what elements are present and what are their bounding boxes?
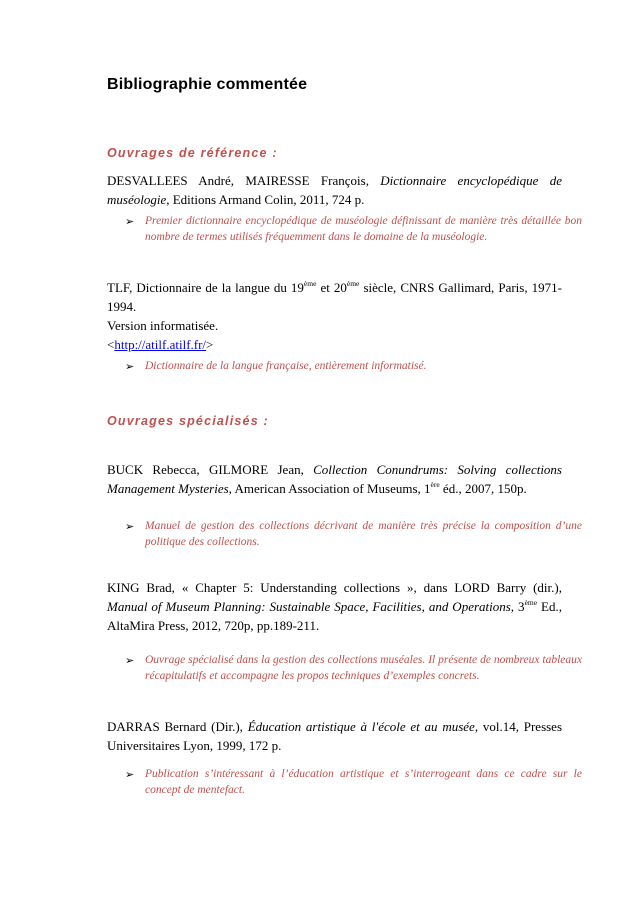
section-heading-specialized: Ouvrages spécialisés : — [107, 414, 269, 428]
section-heading-reference: Ouvrages de référence : — [107, 146, 278, 160]
entry-version: Version informatisée. — [107, 318, 219, 333]
entry-details: éd., 2007, 150p. — [439, 481, 527, 496]
comment-text: Ouvrage spécialisé dans la gestion des collections muséales. Il présente de nombreux tableaux récapitulatifs et accompagne les propos techniques d’exemples concrets. — [145, 654, 582, 682]
entry-details: , Editions Armand Colin, 2011, 724 p. — [166, 192, 365, 207]
entry-authors: KING Brad, « Chapter 5: Understanding collections », dans LORD Barry (dir.), — [107, 580, 562, 595]
bibliography-entry — [107, 717, 562, 755]
entry-details: , American Association of Museums, 1 — [228, 481, 431, 496]
entry-details: , vol.14, Presses Universitaires Lyon, 1999, 172 p. — [107, 719, 563, 753]
comment-text: Dictionnaire de la langue française, entièrement informatisé. — [145, 360, 427, 372]
arrow-bullet-icon: ➢ — [125, 360, 135, 373]
comment-text: Manuel de gestion des collections décrivant de manière très précise la composition d’une politique des collections. — [145, 520, 582, 548]
entry-text: siècle, CNRS Gallimard, Paris, 1971-1994. — [107, 280, 562, 314]
page-title: Bibliographie commentée — [107, 76, 308, 93]
entry-title: Manual of Museum Planning: Sustainable Space, Facilities, and Operations, — [107, 599, 515, 614]
entry-authors: DESVALLEES André, MAIRESSE François, — [107, 173, 369, 188]
entry-authors: DARRAS Bernard (Dir.), — [107, 719, 243, 734]
entry-text: et 20 — [316, 280, 347, 295]
arrow-bullet-icon: ➢ — [125, 768, 135, 781]
entry-comment — [125, 766, 582, 798]
link-bracket-open: < — [107, 337, 115, 352]
superscript: ème — [303, 279, 317, 288]
atilf-link[interactable]: http://atilf.atilf.fr/ — [114, 337, 207, 352]
entry-title: Collection Conundrums: Solving collections Management Mysteries — [107, 462, 562, 496]
entry-comment — [125, 358, 582, 374]
entry-details: Ed., AltaMira Press, 2012, 720p, pp.189-211. — [107, 599, 562, 633]
bibliography-entry — [107, 578, 562, 635]
arrow-bullet-icon: ➢ — [125, 215, 135, 228]
entry-text: TLF, Dictionnaire de la langue du 19 — [107, 280, 304, 295]
entry-title: Dictionnaire encyclopédique de muséologie — [107, 173, 562, 207]
bibliography-entry — [107, 171, 562, 209]
entry-comment — [125, 652, 582, 684]
arrow-bullet-icon: ➢ — [125, 520, 135, 533]
bibliography-entry — [107, 460, 562, 498]
entry-comment — [125, 518, 582, 550]
superscript: ère — [430, 480, 440, 489]
superscript: ème — [346, 279, 360, 288]
comment-text: Premier dictionnaire encyclopédique de muséologie définissant de manière très détaillée bon nombre de termes utilisés fréquemment dans le domaine de la muséologie. — [145, 215, 582, 243]
entry-title: Éducation artistique à l'école et au musée — [247, 719, 475, 734]
superscript: ème — [524, 598, 538, 607]
entry-comment — [125, 213, 582, 245]
arrow-bullet-icon: ➢ — [125, 654, 135, 667]
link-bracket-close: > — [206, 337, 214, 352]
bibliography-entry — [107, 278, 562, 354]
entry-details: 3 — [514, 599, 525, 614]
comment-text: Publication s’intéressant à l’éducation artistique et s’interrogeant dans ce cadre sur le concept de mentefact. — [145, 768, 582, 796]
entry-authors: BUCK Rebecca, GILMORE Jean, — [107, 462, 304, 477]
